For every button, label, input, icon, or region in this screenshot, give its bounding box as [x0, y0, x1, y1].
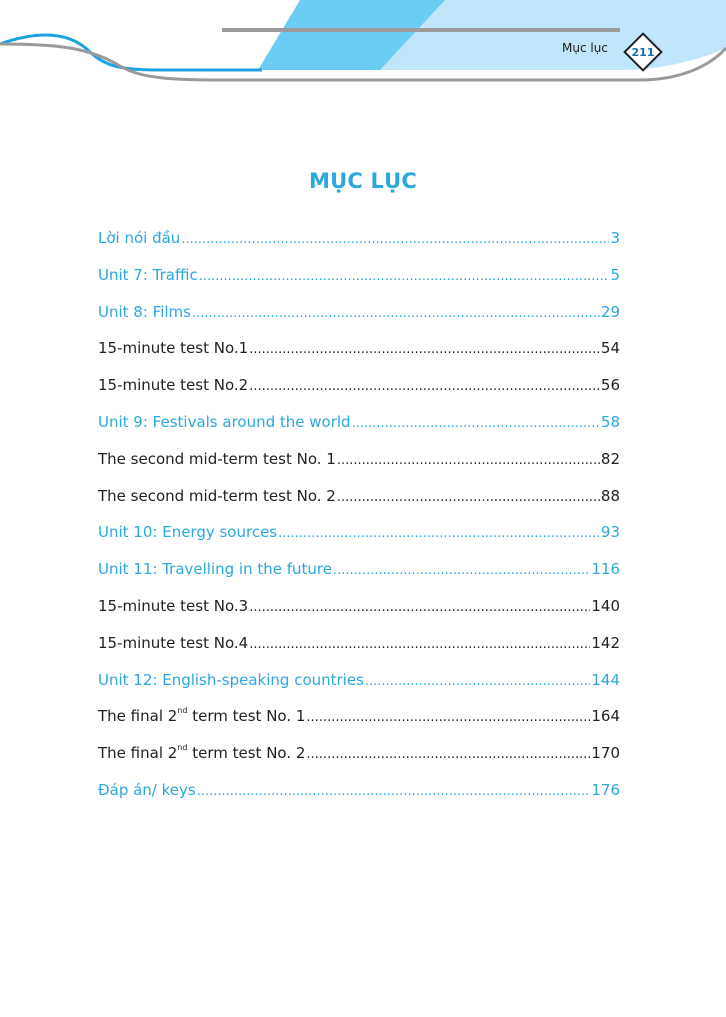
toc-entry[interactable] — [98, 229, 620, 266]
toc-dot-leader — [199, 269, 610, 284]
toc-entry-title: Lời nói đầu — [98, 229, 181, 247]
toc-entry-page-number: 54 — [600, 339, 620, 358]
toc-dot-leader — [249, 637, 590, 652]
toc-dot-leader — [249, 600, 590, 615]
toc-entry-page-number: 82 — [600, 449, 620, 468]
toc-dot-leader — [197, 784, 591, 799]
header-section-label: Mục lục — [562, 41, 608, 55]
toc-entry-page-number: 93 — [600, 523, 620, 542]
toc-entry-title: The second mid-term test No. 1 — [98, 449, 336, 468]
toc-entry-title: 15-minute test No.3 — [98, 596, 249, 615]
table-of-contents — [98, 229, 620, 818]
toc-dot-leader — [337, 453, 600, 468]
toc-entry[interactable] — [98, 339, 620, 376]
toc-dot-leader — [365, 674, 590, 689]
toc-entry-title-superscript: nd — [177, 743, 188, 753]
toc-dot-leader — [181, 232, 609, 247]
toc-entry-title-part: The final 2 — [98, 744, 178, 763]
toc-entry-page-number: 116 — [591, 560, 620, 579]
toc-entry-title: The second mid-term test No. 2 — [98, 486, 336, 505]
toc-dot-leader — [306, 710, 590, 725]
toc-dot-leader — [278, 526, 600, 541]
toc-entry-title — [98, 744, 305, 762]
toc-entry-page-number: 140 — [591, 596, 620, 615]
toc-entry-title: Unit 9: Festivals around the world — [98, 412, 351, 431]
toc-entry[interactable] — [98, 413, 620, 450]
toc-entry-page-number: 164 — [591, 707, 620, 726]
toc-dot-leader — [192, 306, 600, 321]
toc-entry-title-part: term test No. 1 — [187, 707, 306, 726]
toc-entry[interactable] — [98, 597, 620, 634]
toc-entry[interactable] — [98, 671, 620, 708]
toc-dot-leader — [249, 342, 600, 357]
toc-entry[interactable] — [98, 523, 620, 560]
toc-entry-page-number: 88 — [600, 486, 620, 505]
toc-entry[interactable] — [98, 634, 620, 671]
toc-entry-title: Unit 10: Energy sources — [98, 523, 278, 542]
toc-entry-page-number: 29 — [600, 302, 620, 321]
page-title: MỤC LỤC — [309, 169, 417, 193]
toc-dot-leader — [333, 563, 590, 578]
toc-entry-title: Unit 12: English-speaking countries — [98, 670, 364, 689]
toc-entry-title-part: term test No. 2 — [187, 744, 306, 763]
header-swoosh-blue — [0, 35, 262, 70]
toc-entry-title: Unit 7: Traffic — [98, 265, 198, 284]
toc-entry-title: 15-minute test No.1 — [98, 339, 249, 358]
toc-entry[interactable] — [98, 266, 620, 303]
toc-entry-page-number: 170 — [591, 744, 620, 763]
toc-entry-title: Đáp án/ keys — [98, 780, 196, 799]
toc-entry-page-number: 142 — [591, 633, 620, 652]
toc-entry[interactable] — [98, 303, 620, 340]
toc-entry[interactable] — [98, 376, 620, 413]
toc-entry-page-number: 144 — [591, 670, 620, 689]
toc-entry[interactable] — [98, 450, 620, 487]
toc-entry-page-number: 58 — [600, 412, 620, 431]
toc-entry[interactable] — [98, 487, 620, 524]
toc-entry-title-superscript: nd — [177, 706, 188, 716]
toc-entry-page-number: 3 — [610, 229, 620, 247]
toc-entry-title-part: The final 2 — [98, 707, 178, 726]
toc-entry-title: 15-minute test No.2 — [98, 376, 249, 395]
page-number: 211 — [631, 45, 655, 59]
toc-entry-title — [98, 707, 305, 725]
toc-entry-title: 15-minute test No.4 — [98, 633, 249, 652]
toc-entry[interactable] — [98, 707, 620, 744]
toc-entry[interactable] — [98, 781, 620, 818]
toc-entry[interactable] — [98, 744, 620, 781]
toc-dot-leader — [249, 379, 600, 394]
toc-entry-title: Unit 11: Travelling in the future — [98, 560, 333, 579]
toc-entry[interactable] — [98, 560, 620, 597]
toc-entry-title: Unit 8: Films — [98, 302, 191, 321]
toc-entry-page-number: 56 — [600, 376, 620, 395]
toc-dot-leader — [306, 747, 590, 762]
toc-entry-page-number: 5 — [610, 265, 620, 284]
toc-entry-page-number: 176 — [591, 780, 620, 799]
toc-dot-leader — [337, 490, 600, 505]
toc-dot-leader — [352, 416, 600, 431]
header-decoration — [0, 0, 726, 110]
